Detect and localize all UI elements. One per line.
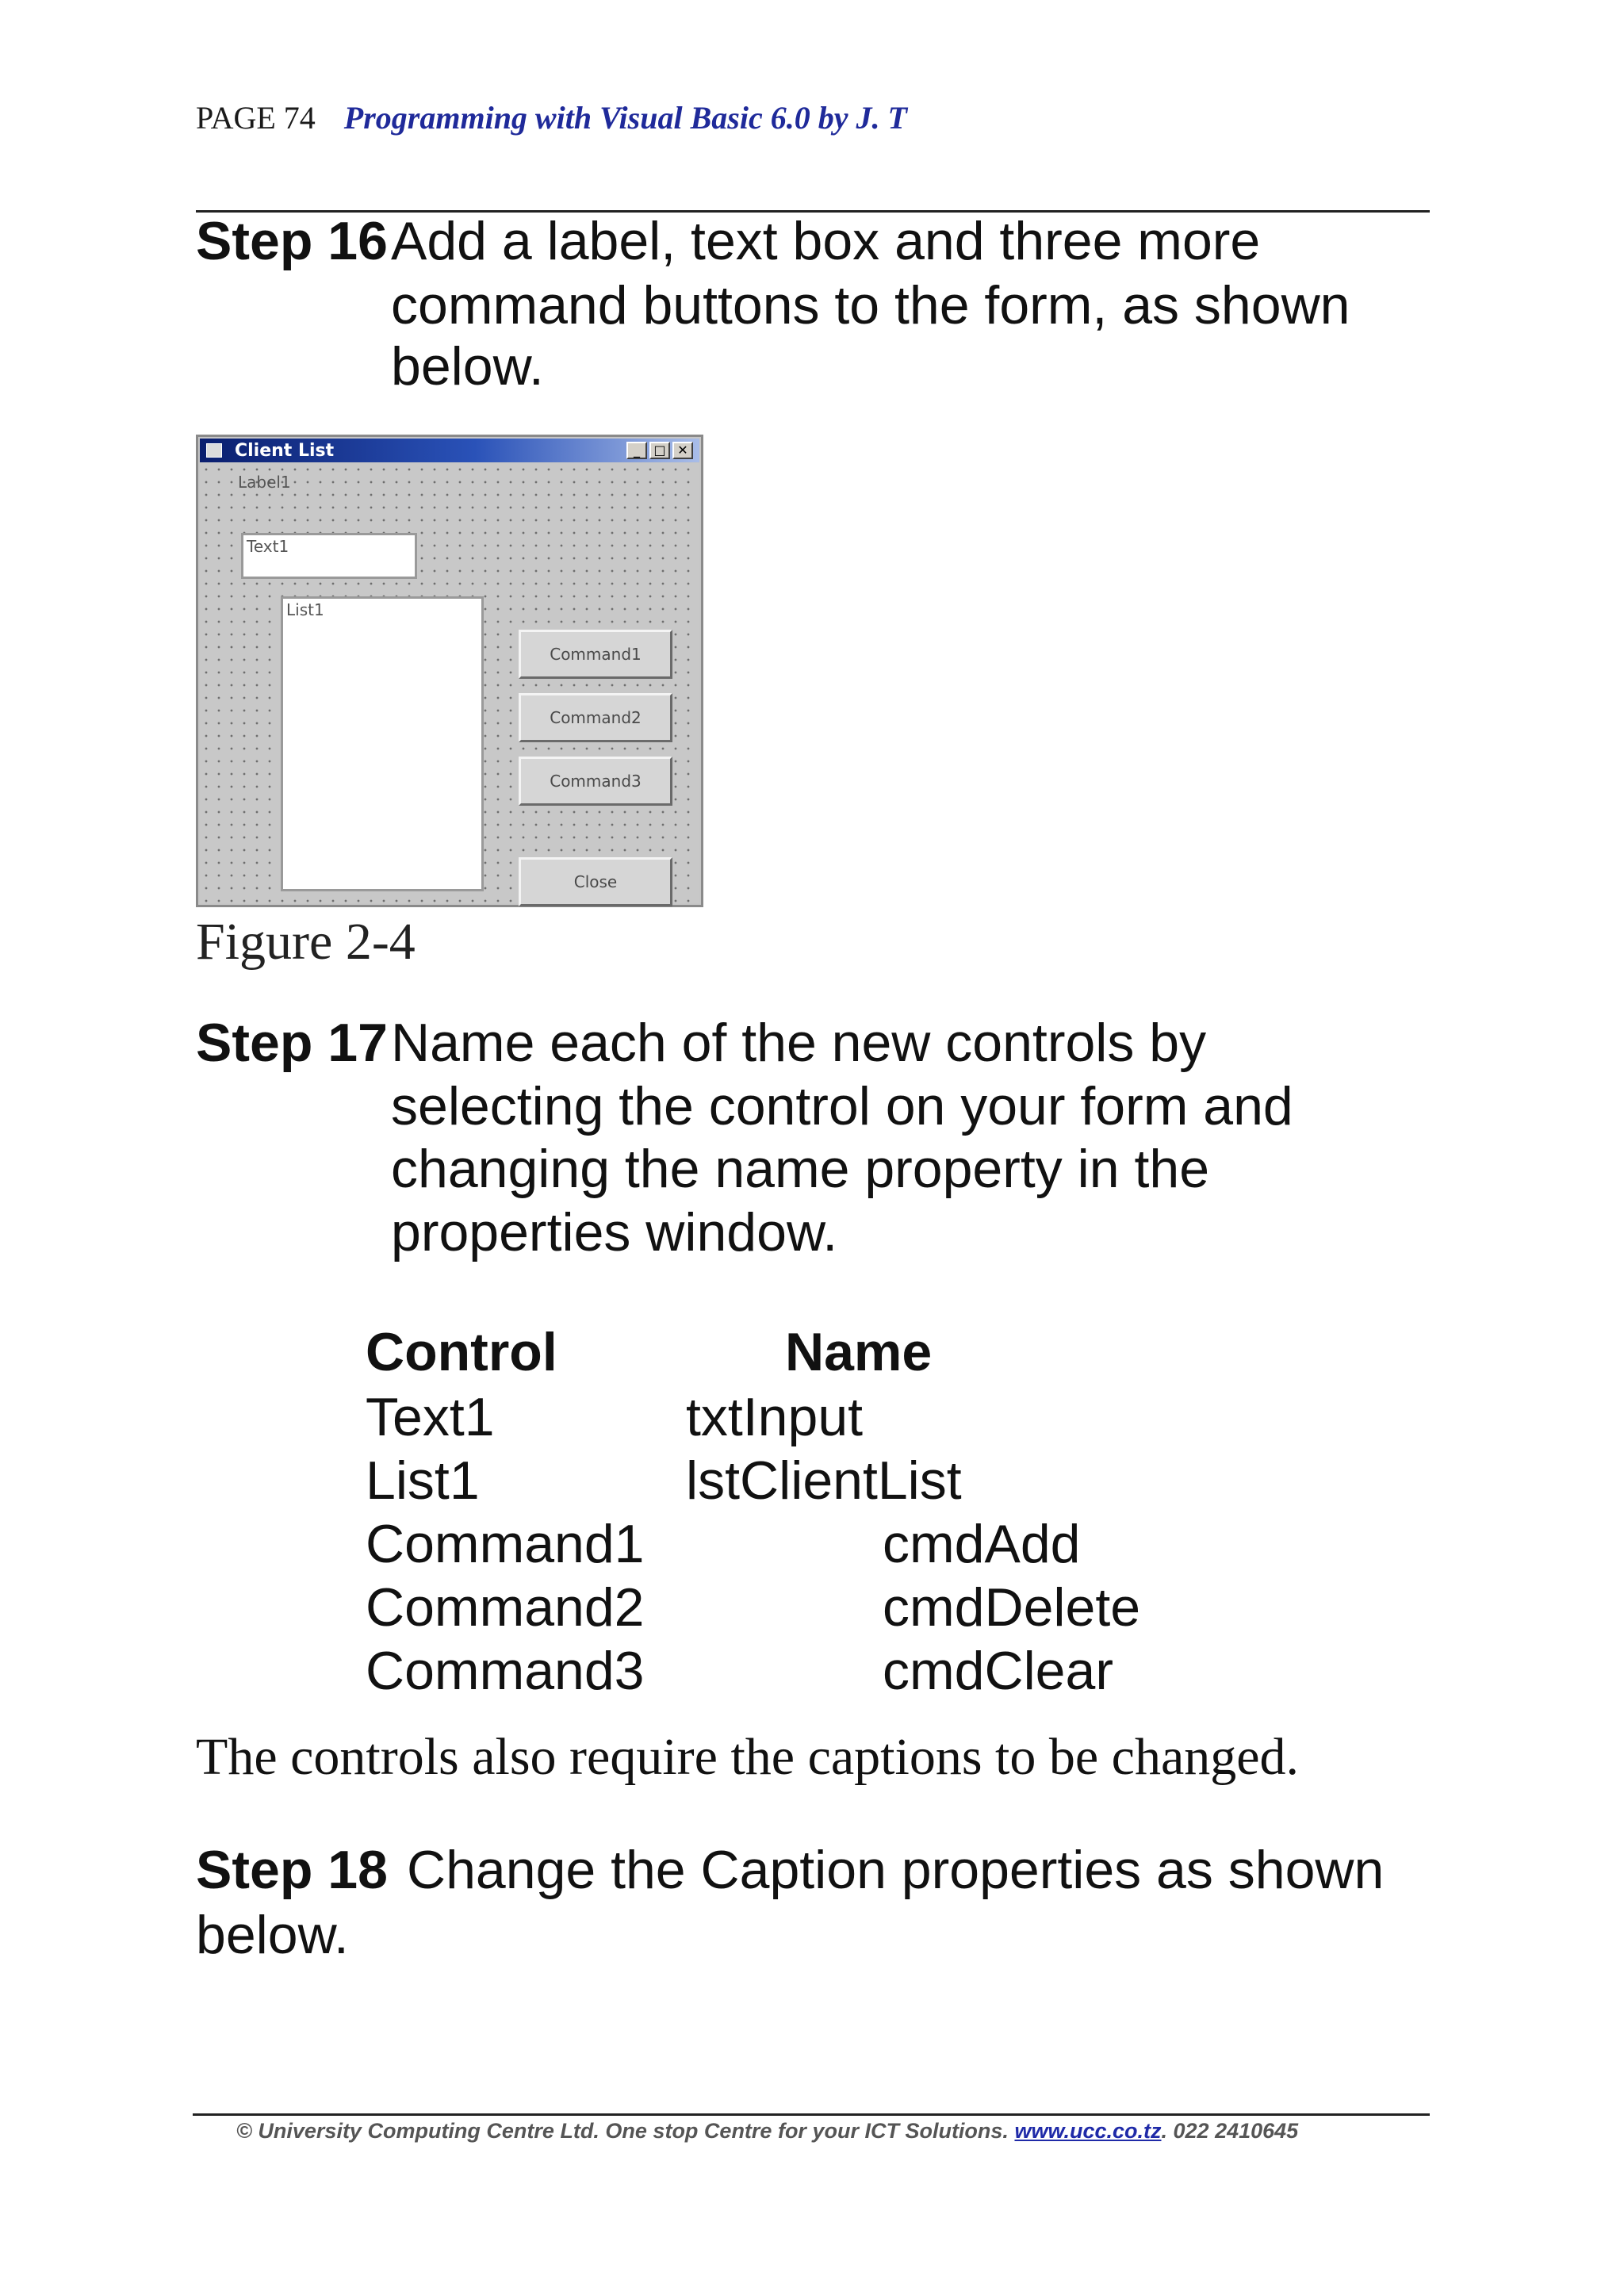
table-cell-name: cmdDelete bbox=[883, 1577, 1141, 1638]
table-cell-control: List1 bbox=[366, 1450, 480, 1511]
table-cell-name: lstClientList bbox=[686, 1450, 962, 1511]
minimize-icon[interactable]: _ bbox=[626, 442, 647, 459]
step-16-line: below. bbox=[391, 336, 544, 397]
close-icon[interactable]: ✕ bbox=[672, 442, 693, 459]
command1-button[interactable]: Command1 bbox=[519, 630, 672, 679]
text1-control[interactable]: Text1 bbox=[241, 533, 417, 579]
command3-button[interactable]: Command3 bbox=[519, 757, 672, 806]
step-17-line: selecting the control on your form and bbox=[391, 1076, 1293, 1136]
table-cell-control: Command3 bbox=[366, 1641, 645, 1701]
step-18-line: below. bbox=[196, 1905, 349, 1965]
label1-control: Label1 bbox=[238, 473, 291, 492]
table-cell-control: Text1 bbox=[366, 1387, 495, 1447]
book-title: Programming with Visual Basic 6.0 by J. T bbox=[343, 100, 907, 136]
close-button[interactable]: Close bbox=[519, 857, 672, 906]
footer-text: © University Computing Centre Ltd. One stop Centre for your ICT Solutions. bbox=[236, 2119, 1009, 2143]
table-cell-control: Command1 bbox=[366, 1514, 645, 1574]
table-cell-control: Command2 bbox=[366, 1577, 645, 1638]
list1-control[interactable]: List1 bbox=[281, 596, 484, 891]
command2-button[interactable]: Command2 bbox=[519, 693, 672, 742]
step-18-line: Change the Caption properties as shown bbox=[407, 1840, 1385, 1900]
captions-note: The controls also require the captions to be changed. bbox=[196, 1728, 1300, 1786]
step-18-label: Step 18 bbox=[196, 1840, 388, 1900]
table-header-control: Control bbox=[366, 1322, 557, 1382]
step-17-line: properties window. bbox=[391, 1202, 838, 1262]
maximize-icon[interactable]: □ bbox=[649, 442, 670, 459]
figure-caption: Figure 2-4 bbox=[196, 913, 416, 971]
footer-website-link[interactable]: www.ucc.co.tz bbox=[1014, 2119, 1162, 2143]
table-header-name: Name bbox=[785, 1322, 933, 1382]
step-17-label: Step 17 bbox=[196, 1013, 388, 1073]
window-title: Client List bbox=[235, 441, 335, 461]
table-cell-name: cmdClear bbox=[883, 1641, 1113, 1701]
step-17-line: changing the name property in the bbox=[391, 1139, 1210, 1199]
step-17-line: Name each of the new controls by bbox=[391, 1013, 1207, 1073]
table-cell-name: cmdAdd bbox=[883, 1514, 1081, 1574]
step-16-line: Add a label, text box and three more bbox=[391, 211, 1261, 271]
step-16-line: command buttons to the form, as shown bbox=[391, 275, 1350, 335]
page-footer bbox=[236, 2119, 1298, 2144]
step-16-label: Step 16 bbox=[196, 211, 388, 271]
step-18 bbox=[196, 1838, 1433, 1973]
table-cell-name: txtInput bbox=[686, 1387, 864, 1447]
page-number: PAGE 74 bbox=[196, 100, 316, 136]
footer-phone: . 022 2410645 bbox=[1161, 2119, 1299, 2143]
footer-rule bbox=[193, 2113, 1430, 2116]
